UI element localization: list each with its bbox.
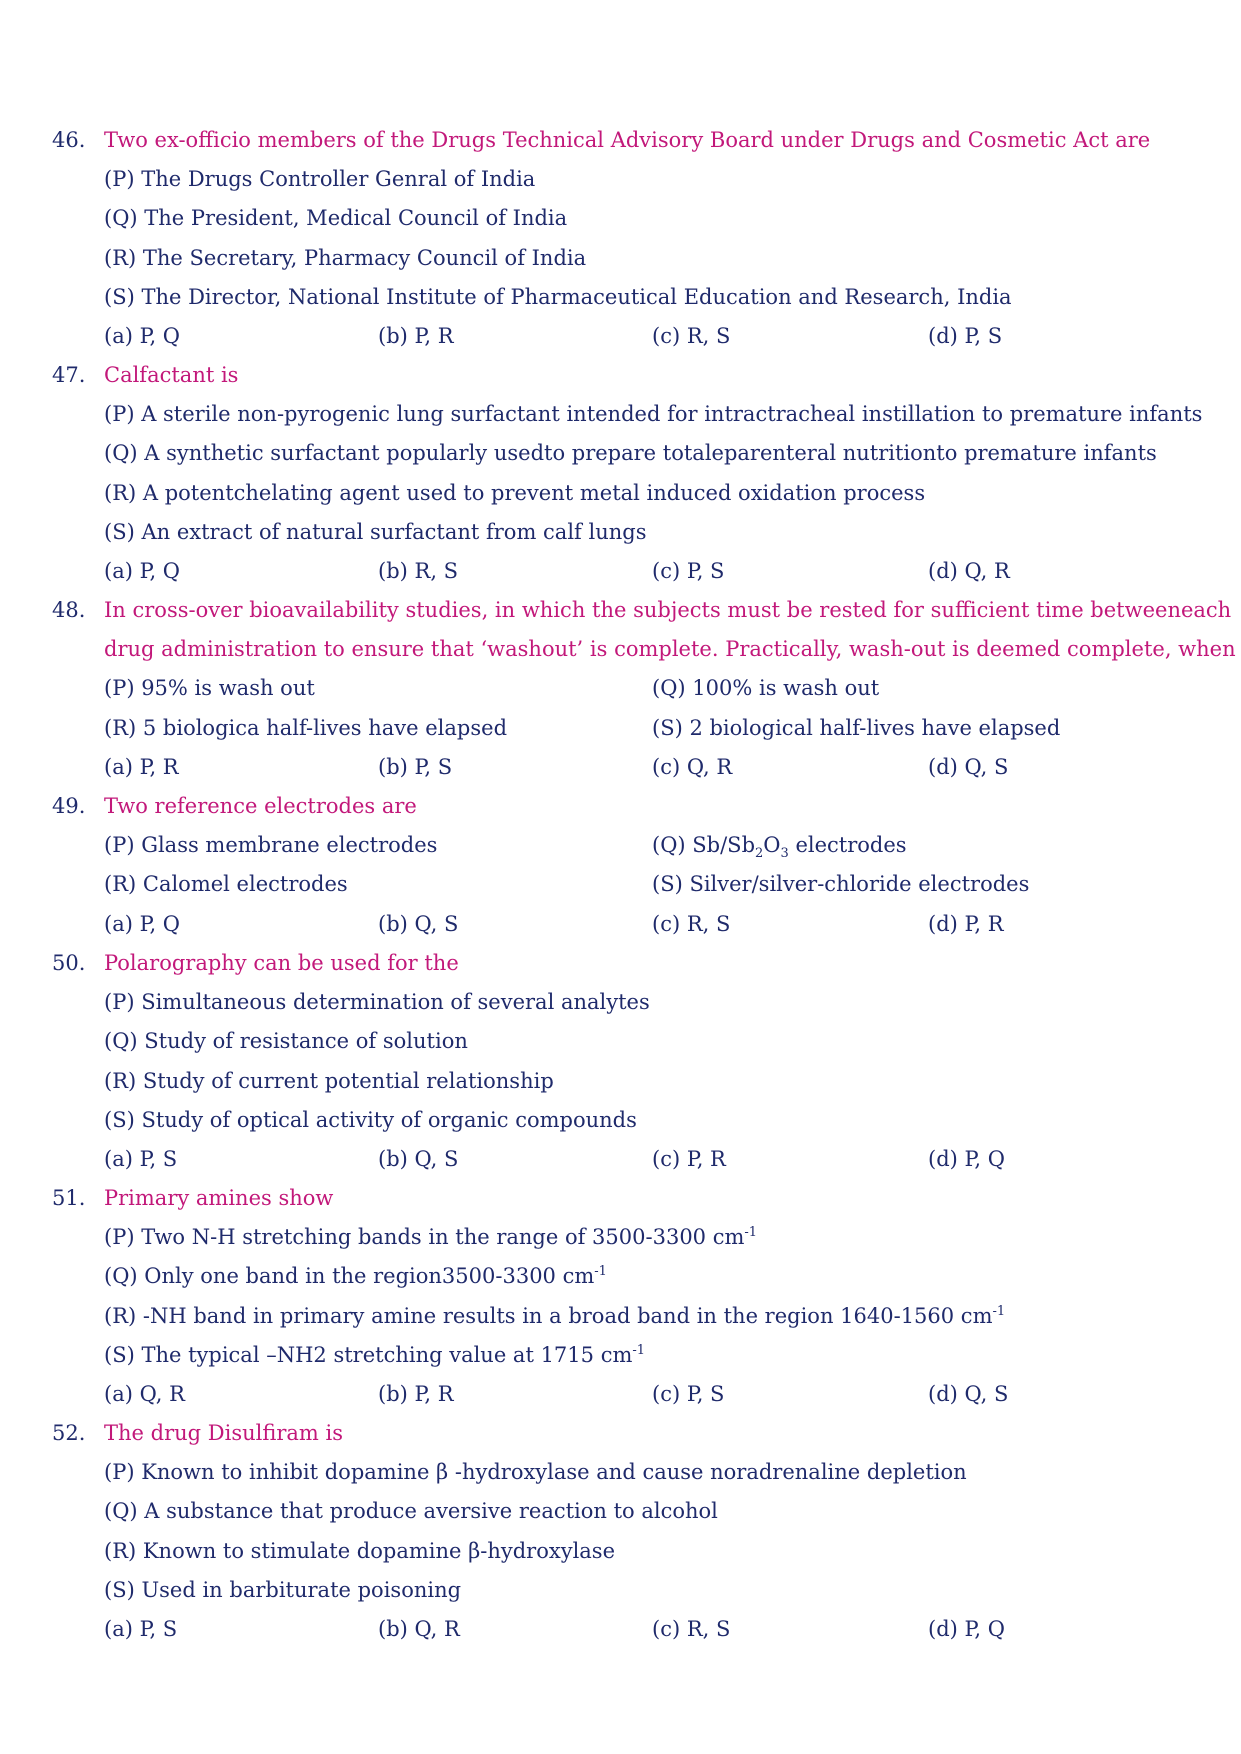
question-stem-line <box>52 121 1192 160</box>
option-c[interactable]: (c) R, S <box>652 323 731 348</box>
statements-row-2 <box>52 865 1192 904</box>
statement-text: (Q) The President, Medical Council of India <box>104 206 568 231</box>
answer-options <box>52 1375 1192 1414</box>
question-stem-line <box>52 1179 1192 1218</box>
question-stem: In cross-over bioavailability studies, in which the subjects must be rested for sufficient time betweeneach <box>104 598 1232 622</box>
option-d[interactable]: (d) Q, R <box>928 558 1010 583</box>
question-stem: The drug Disulfiram is <box>104 1421 343 1445</box>
question-stem-line <box>52 356 1192 395</box>
option-c[interactable]: (c) R, S <box>652 911 731 936</box>
statement-text: (S) Study of optical activity of organic compounds <box>104 1107 637 1132</box>
statement-s <box>52 278 1192 317</box>
statement-q <box>652 826 907 865</box>
statement-s <box>52 1101 1192 1140</box>
statement-p <box>52 983 1192 1022</box>
question-stem: Calfactant is <box>104 363 239 387</box>
question-stem-line <box>52 1414 1192 1453</box>
question-number: 49. <box>52 794 86 818</box>
statement-text: (S) The Director, National Institute of Pharmaceutical Education and Research, India <box>104 284 1012 309</box>
answer-options <box>52 1610 1192 1649</box>
option-c[interactable]: (c) Q, R <box>652 754 733 779</box>
option-d[interactable]: (d) Q, S <box>928 754 1009 779</box>
statement-q <box>52 199 1192 238</box>
statements-row-1 <box>52 669 1192 708</box>
statements-row-1 <box>52 826 1192 865</box>
superscript-minus-1: -1 <box>594 1264 607 1280</box>
statement-r <box>52 239 1192 278</box>
answer-options <box>52 317 1192 356</box>
statement-text: (Q) Study of resistance of solution <box>104 1029 468 1054</box>
option-d[interactable]: (d) Q, S <box>928 1381 1009 1406</box>
statement-text: (S) Used in barbiturate poisoning <box>104 1577 462 1602</box>
answer-options <box>52 905 1192 944</box>
statement-p <box>52 160 1192 199</box>
statement-body: (R) -NH band in primary amine results in a broad band in the region 1640-1560 cm <box>104 1303 993 1328</box>
statement-text: (Q) A synthetic surfactant popularly usedto prepare totaleparenteral nutritionto premature infants <box>104 441 1157 466</box>
question-number: 48. <box>52 598 86 622</box>
question-stem-line-2 <box>52 630 1236 669</box>
statement-s <box>52 1571 1192 1610</box>
option-c[interactable]: (c) P, R <box>652 1146 726 1171</box>
answer-options <box>52 1140 1192 1179</box>
superscript-minus-1: -1 <box>632 1342 646 1358</box>
statement-text <box>104 1257 607 1296</box>
statement-body: (Q) Only one band in the region3500-3300 cm <box>104 1264 595 1289</box>
option-b[interactable]: (b) R, S <box>378 558 459 583</box>
statement-p <box>52 395 1203 434</box>
question-number: 50. <box>52 951 86 975</box>
question-52 <box>52 1414 1192 1649</box>
question-number: 51. <box>52 1186 86 1210</box>
option-b[interactable]: (b) P, R <box>378 1381 454 1406</box>
question-stem: Two ex-officio members of the Drugs Technical Advisory Board under Drugs and Cosmetic Act are <box>104 128 1151 152</box>
statement-q <box>52 1257 1192 1296</box>
option-b[interactable]: (b) Q, S <box>378 1146 459 1171</box>
question-stem-continued: drug administration to ensure that ‘washout’ is complete. Practically, wash-out is deemed complete, when <box>104 637 1236 662</box>
option-a[interactable]: (a) P, Q <box>104 911 181 936</box>
statement-q <box>52 434 1192 473</box>
question-stem-line <box>52 944 1192 983</box>
statement-s: (S) Silver/silver-chloride electrodes <box>652 872 1030 897</box>
statement-p: (P) Glass membrane electrodes <box>104 833 438 858</box>
statement-r <box>52 474 1192 513</box>
option-d[interactable]: (d) P, Q <box>928 1146 1005 1171</box>
statement-text: (R) Study of current potential relationship <box>104 1068 554 1093</box>
statement-body: (P) Two N-H stretching bands in the range of 3500-3300 cm <box>104 1225 745 1250</box>
statements-row-2 <box>52 709 1192 748</box>
statement-q-suffix: electrodes <box>788 833 907 858</box>
option-d[interactable]: (d) P, R <box>928 911 1004 936</box>
subscript-2: 2 <box>755 846 764 862</box>
question-stem: Two reference electrodes are <box>104 794 417 818</box>
statement-text: (P) Simultaneous determination of several analytes <box>104 990 650 1015</box>
option-c[interactable]: (c) R, S <box>652 1616 731 1641</box>
statement-s <box>52 1336 1192 1375</box>
statement-text: (P) Known to inhibit dopamine β -hydroxylase and cause noradrenaline depletion <box>104 1460 967 1485</box>
option-a[interactable]: (a) P, R <box>104 754 179 779</box>
option-c[interactable]: (c) P, S <box>652 1381 725 1406</box>
question-number: 52. <box>52 1421 86 1445</box>
statement-r: (R) 5 biologica half-lives have elapsed <box>104 715 508 740</box>
statement-text <box>104 1218 757 1257</box>
statement-q <box>52 1492 1192 1531</box>
answer-options <box>52 748 1192 787</box>
question-47 <box>52 356 1203 591</box>
question-number: 47. <box>52 363 86 387</box>
question-number: 46. <box>52 128 86 152</box>
statement-text: (R) The Secretary, Pharmacy Council of India <box>104 245 587 270</box>
statement-r: (R) Calomel electrodes <box>104 872 348 897</box>
statement-q <box>52 1022 1192 1061</box>
option-b[interactable]: (b) P, S <box>378 754 453 779</box>
question-stem: Polarography can be used for the <box>104 951 459 975</box>
statement-text: (P) The Drugs Controller Genral of India <box>104 167 536 192</box>
option-c[interactable]: (c) P, S <box>652 558 725 583</box>
option-b[interactable]: (b) Q, S <box>378 911 459 936</box>
question-48 <box>52 591 1236 787</box>
option-a[interactable]: (a) P, Q <box>104 323 181 348</box>
statement-r <box>52 1062 1192 1101</box>
statement-text <box>104 1297 1005 1336</box>
option-d[interactable]: (d) P, Q <box>928 1616 1005 1641</box>
statement-text: (P) A sterile non-pyrogenic lung surfactant intended for intractracheal instillation to premature infants <box>104 402 1203 427</box>
statement-q-oxygen: O <box>763 833 781 858</box>
question-50 <box>52 944 1192 1179</box>
statement-text: (R) A potentchelating agent used to prevent metal induced oxidation process <box>104 480 926 505</box>
statement-body: (S) The typical –NH2 stretching value at 1715 cm <box>104 1342 633 1367</box>
statement-s <box>52 513 1192 552</box>
statement-q-prefix: (Q) Sb/Sb <box>652 833 756 858</box>
statement-text: (S) An extract of natural surfactant from calf lungs <box>104 519 647 544</box>
option-d[interactable]: (d) P, S <box>928 323 1003 348</box>
question-stem-line <box>52 591 1232 630</box>
statement-text <box>104 1336 645 1375</box>
question-49 <box>52 787 1192 944</box>
superscript-minus-1: -1 <box>992 1303 1006 1319</box>
option-a[interactable]: (a) P, S <box>104 1146 178 1171</box>
statement-text: (Q) A substance that produce aversive reaction to alcohol <box>104 1499 718 1524</box>
question-51 <box>52 1179 1192 1414</box>
question-46 <box>52 121 1192 356</box>
statement-p: (P) 95% is wash out <box>104 676 315 701</box>
statement-q: (Q) 100% is wash out <box>652 676 880 701</box>
subscript-3: 3 <box>780 846 789 862</box>
statement-s: (S) 2 biological half-lives have elapsed <box>652 715 1061 740</box>
question-stem-line <box>52 787 1192 826</box>
option-a[interactable]: (a) P, Q <box>104 558 181 583</box>
option-a[interactable]: (a) P, S <box>104 1616 178 1641</box>
option-b[interactable]: (b) P, R <box>378 323 454 348</box>
answer-options <box>52 552 1192 591</box>
statement-p <box>52 1218 1192 1257</box>
option-b[interactable]: (b) Q, R <box>378 1616 460 1641</box>
question-stem: Primary amines show <box>104 1186 334 1210</box>
statement-r <box>52 1297 1192 1336</box>
statement-text: (R) Known to stimulate dopamine β-hydroxylase <box>104 1538 616 1563</box>
statement-r <box>52 1532 1192 1571</box>
option-a[interactable]: (a) Q, R <box>104 1381 185 1406</box>
statement-p <box>52 1453 1192 1492</box>
superscript-minus-1: -1 <box>744 1225 758 1241</box>
